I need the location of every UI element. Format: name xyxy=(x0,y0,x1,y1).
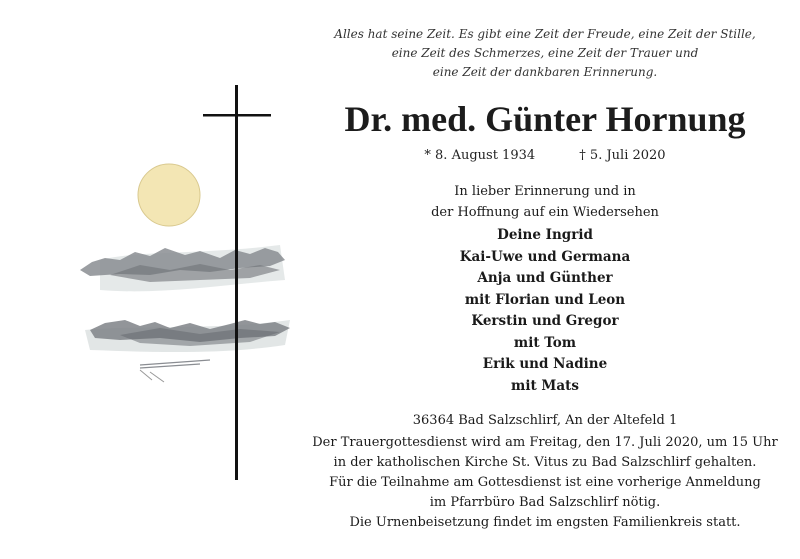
mourner: mit Florian und Leon xyxy=(464,291,626,308)
mourner: Kai-Uwe und Germana xyxy=(459,248,631,265)
quote-line: Alles hat seine Zeit. Es gibt eine Zeit der Freude, eine Zeit der Stille, xyxy=(334,27,756,41)
quote-line: eine Zeit des Schmerzes, eine Zeit der Trauer und xyxy=(391,46,699,60)
landscape-cross-illustration xyxy=(80,80,340,490)
service-line: in der katholischen Kirche St. Vitus zu Bad Salzschlirf gehalten. xyxy=(333,455,757,470)
opening-quote xyxy=(330,25,760,82)
mourner: Erik und Nadine xyxy=(482,356,608,372)
mourner: mit Mats xyxy=(511,377,579,394)
death-date: † 5. Juli 2020 xyxy=(579,148,666,163)
life-dates xyxy=(330,148,760,163)
mourner: mit Tom xyxy=(513,334,577,351)
service-line: Die Urnenbeisetzung findet im engsten Familienkreis statt. xyxy=(349,515,741,530)
service-line: im Pfarrbüro Bad Salzschlirf nötig. xyxy=(429,495,661,510)
family-address: 36364 Bad Salzschlirf, An der Altefeld 1 xyxy=(412,413,678,428)
quote-line: eine Zeit der dankbaren Erinnerung. xyxy=(432,65,658,79)
deceased-name: Dr. med. Günter Hornung xyxy=(344,99,746,139)
mourner: Deine Ingrid xyxy=(497,227,593,243)
sun-icon xyxy=(138,164,200,226)
remembrance-line: der Hoffnung auf ein Wiedersehen xyxy=(431,205,659,220)
service-information xyxy=(300,433,790,533)
mourners-list xyxy=(330,225,760,397)
birth-date: * 8. August 1934 xyxy=(424,148,536,163)
remembrance-text xyxy=(330,181,760,223)
service-line: Für die Teilnahme am Gottesdienst ist eine vorherige Anmeldung xyxy=(329,475,761,490)
remembrance-line: In lieber Erinnerung und in xyxy=(454,184,636,199)
mourner: Anja und Günther xyxy=(477,270,613,286)
service-line: Der Trauergottesdienst wird am Freitag, den 17. Juli 2020, um 15 Uhr xyxy=(312,435,778,450)
mourner: Kerstin und Gregor xyxy=(471,313,619,329)
